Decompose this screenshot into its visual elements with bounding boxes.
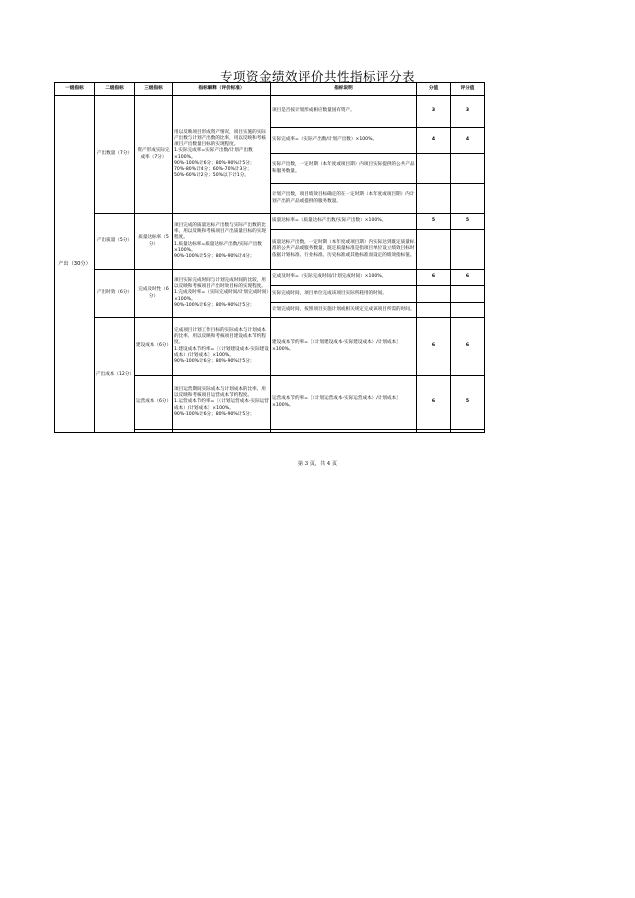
empty-cell xyxy=(135,430,173,433)
build-value: 6 xyxy=(451,318,485,376)
table-row xyxy=(55,318,485,376)
header-level3: 三级指标 xyxy=(135,83,173,96)
page-title: 专项资金绩效评价共性指标评分表 xyxy=(219,69,415,84)
empty-cell xyxy=(417,286,451,303)
empty-cell xyxy=(451,430,485,433)
empty-cell xyxy=(451,230,485,270)
empty-cell xyxy=(417,184,451,214)
empty-cell xyxy=(417,230,451,270)
qty-value-1: 3 xyxy=(451,96,485,128)
empty-cell xyxy=(417,154,451,184)
page-footer: 第 3 页，共 4 页 xyxy=(297,461,338,467)
qty-note-4: 计划产出数，项目绩效目标确定的在一定时期（本年度或项目期）内计划产出的产品或提供的服务数量。 xyxy=(271,184,417,214)
timely-level3: 完成及时性（6分） xyxy=(135,270,173,318)
timely-score: 6 xyxy=(417,270,451,286)
build-note: 建设成本节约率=［（计划建设成本-实际建设成本）/计划成本］×100%。 xyxy=(271,318,417,376)
header-level1: 一级指标 xyxy=(55,83,95,96)
header-explain: 指标解释（评价标准） xyxy=(173,83,271,96)
timely-value: 6 xyxy=(451,270,485,286)
qty-score-2: 4 xyxy=(417,128,451,154)
header-level2: 二级指标 xyxy=(95,83,135,96)
timely-note-1: 完成及时率=（实际完成时间/计划完成时间）×100%。 xyxy=(271,270,417,286)
empty-cell xyxy=(271,430,417,433)
op-level3: 运营成本（6分） xyxy=(135,376,173,430)
table-header-row xyxy=(55,83,485,96)
quality-level3: 质量达标率（5分） xyxy=(135,214,173,270)
op-value: 5 xyxy=(451,376,485,430)
score-table xyxy=(54,82,485,433)
header-value: 评分值 xyxy=(451,83,485,96)
cost-level2: 产出成本（12分） xyxy=(95,318,135,433)
qty-note-3: 实际产出数，一定时期（本年度或项目期）内项目实际提供的公共产品和服务数量。 xyxy=(271,154,417,184)
op-explain: 项目运营期间实际成本与计划成本的比率，用以反映和考核项目运营成本节约程度。 1.运营成本节约率=［（计划运营成本-实际运营成本）/计划成本］×100%。 90%-100%计6分；80%-90%计5分； xyxy=(173,376,271,430)
quality-note-2: 质量达标产出数，一定时期（本年度或项目期）内实际达到既定质量标准的公共产品或服务数量，既定质量标准是指项目单位设立绩效目标时依据计划标准、行业标准、历史标准或其他标准而设定的绩效指标值。 xyxy=(271,230,417,270)
table-row xyxy=(55,270,485,286)
empty-cell xyxy=(451,184,485,214)
build-score: 6 xyxy=(417,318,451,376)
empty-cell xyxy=(451,286,485,303)
qty-level3: 资产形成实际完成率（7分） xyxy=(135,96,173,214)
header-score: 分值 xyxy=(417,83,451,96)
qty-score-1: 3 xyxy=(417,96,451,128)
op-score: 6 xyxy=(417,376,451,430)
qty-note-1: 项目是否按计划形成相应数量国有资产。 xyxy=(271,96,417,128)
qty-level2: 产出数量（7分） xyxy=(95,96,135,214)
empty-cell xyxy=(451,154,485,184)
timely-note-2: 实际完成时间，项目单位完成该项目实际所耗用的时间。 xyxy=(271,286,417,303)
qty-explain: 用以反映项目形成资产情况，项目实施的实际产出数与计划产出数的比率，用以反映和考核项目产出数量目标的实现程度。 1.实际完成率=实际产出数/计划产出数×100%。 90%-100%计6分；80%-90%计5分；70%-80%计4分；60%-70%计3分；50%-60%计2分；50%以下计1分。 xyxy=(173,96,271,214)
build-level3: 建设成本（6分） xyxy=(135,318,173,376)
qty-value-2: 4 xyxy=(451,128,485,154)
empty-cell xyxy=(417,430,451,433)
level1-cell: 产出（30分） xyxy=(55,96,95,433)
empty-cell xyxy=(451,303,485,318)
header-note: 指标说明 xyxy=(271,83,417,96)
timely-explain: 项目实际完成时间与计划完成时间的比较，用以反映和考核项目产出时效目标的实现程度。 1.完成及时率=（实际完成时间/计划完成时间）×100%。 90%-100%计6分；80%-90%计5分； xyxy=(173,270,271,318)
op-note: 运营成本节约率=［（计划运营成本-实际运营成本）/计划成本］×100%。 xyxy=(271,376,417,430)
timely-level2: 产出时效（6分） xyxy=(95,270,135,318)
table-row xyxy=(55,96,485,128)
quality-explain: 项目完成的质量达标产出数与实际产出数的比率，用以反映和考核项目产出质量目标的实现程度。 1.质量达标率=质量达标产出数/实际产出数×100%。 90%-100%计5分；80%-90%计4分； xyxy=(173,214,271,270)
quality-score: 5 xyxy=(417,214,451,230)
table-row xyxy=(55,214,485,230)
quality-level2: 产出质量（5分） xyxy=(95,214,135,270)
build-explain: 完成项目计划工作目标的实际成本与计划成本的比率，用以反映和考核项目建设成本节约程度。 1.建设成本节约率=［（计划建设成本-实际建设成本）/计划成本］×100%。 90%-100%计6分；80%-90%计5分； xyxy=(173,318,271,376)
quality-note-1: 质量达标率=（质量达标产出数/实际产出数）×100%。 xyxy=(271,214,417,230)
quality-value: 5 xyxy=(451,214,485,230)
empty-cell xyxy=(417,303,451,318)
qty-note-2: 实际完成率=（实际产出数/计划产出数）×100%。 xyxy=(271,128,417,154)
empty-cell xyxy=(173,430,271,433)
timely-note-3: 计划完成时间，按照项目实施计划或相关规定完成该项目所需的时间。 xyxy=(271,303,417,318)
